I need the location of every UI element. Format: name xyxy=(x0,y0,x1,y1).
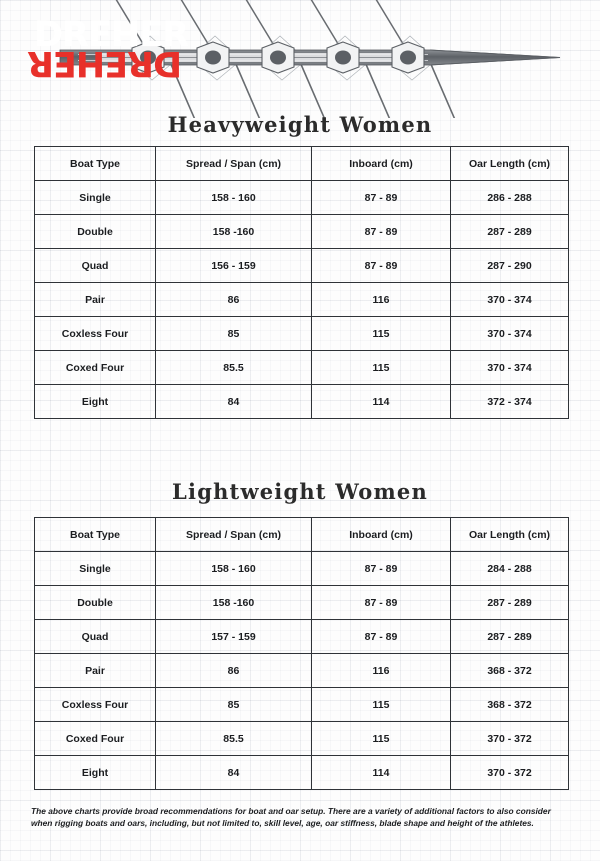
section-title-heavyweight-women: Heavyweight Women xyxy=(167,112,433,137)
cell-oar-length: 370 - 372 xyxy=(451,756,569,790)
table-row xyxy=(35,722,569,756)
cell-inboard: 115 xyxy=(312,351,451,385)
column-header-boat-type: Boat Type xyxy=(35,518,156,552)
cell-boat-type: Double xyxy=(35,586,156,620)
cell-spread: 85.5 xyxy=(156,722,312,756)
cell-oar-length: 286 - 288 xyxy=(451,181,569,215)
cell-spread: 157 - 159 xyxy=(156,620,312,654)
table-row xyxy=(35,620,569,654)
table-row xyxy=(35,688,569,722)
cell-inboard: 114 xyxy=(312,756,451,790)
cell-boat-type: Coxless Four xyxy=(35,688,156,722)
cell-spread: 85 xyxy=(156,317,312,351)
column-header-oar-length: Oar Length (cm) xyxy=(451,518,569,552)
cell-oar-length: 287 - 289 xyxy=(451,586,569,620)
table-row xyxy=(35,215,569,249)
cell-boat-type: Coxless Four xyxy=(35,317,156,351)
cell-oar-length: 287 - 289 xyxy=(451,620,569,654)
cell-boat-type: Single xyxy=(35,552,156,586)
cell-boat-type: Quad xyxy=(35,249,156,283)
cell-inboard: 114 xyxy=(312,385,451,419)
section-title-lightweight-women: Lightweight Women xyxy=(172,479,428,504)
cell-oar-length: 368 - 372 xyxy=(451,654,569,688)
cell-inboard: 116 xyxy=(312,654,451,688)
lightweight-women-table xyxy=(34,517,569,790)
cell-inboard: 115 xyxy=(312,317,451,351)
table-row xyxy=(35,317,569,351)
cell-oar-length: 370 - 374 xyxy=(451,317,569,351)
logo-text-white: DREHER xyxy=(34,15,189,55)
cell-inboard: 87 - 89 xyxy=(312,586,451,620)
table-row xyxy=(35,181,569,215)
heavyweight-women-table xyxy=(34,146,569,419)
table-row xyxy=(35,283,569,317)
cell-boat-type: Quad xyxy=(35,620,156,654)
cell-oar-length: 368 - 372 xyxy=(451,688,569,722)
cell-spread: 158 -160 xyxy=(156,586,312,620)
cell-inboard: 87 - 89 xyxy=(312,181,451,215)
cell-boat-type: Coxed Four xyxy=(35,351,156,385)
cell-oar-length: 287 - 290 xyxy=(451,249,569,283)
cell-boat-type: Eight xyxy=(35,756,156,790)
cell-inboard: 87 - 89 xyxy=(312,249,451,283)
cell-spread: 158 - 160 xyxy=(156,552,312,586)
column-header-oar-length: Oar Length (cm) xyxy=(451,147,569,181)
column-header-spread-span: Spread / Span (cm) xyxy=(156,147,312,181)
cell-boat-type: Coxed Four xyxy=(35,722,156,756)
cell-boat-type: Pair xyxy=(35,283,156,317)
cell-oar-length: 284 - 288 xyxy=(451,552,569,586)
table-header-row xyxy=(35,518,569,552)
table-row xyxy=(35,249,569,283)
footnote-text: The above charts provide broad recommendations for boat and oar setup. There are a variety of additional factors to also consider when rigging boats and oars, including, but not limited to, skill level, age, oar stiffness, blade shape and height of the athletes. xyxy=(31,806,551,828)
table-row xyxy=(35,756,569,790)
cell-boat-type: Double xyxy=(35,215,156,249)
cell-spread: 85 xyxy=(156,688,312,722)
column-header-inboard: Inboard (cm) xyxy=(312,147,451,181)
cell-spread: 84 xyxy=(156,385,312,419)
cell-spread: 158 -160 xyxy=(156,215,312,249)
logo-text-red-mirrored: DREHER xyxy=(28,43,183,83)
cell-inboard: 115 xyxy=(312,722,451,756)
cell-oar-length: 370 - 374 xyxy=(451,283,569,317)
header-banner xyxy=(0,0,600,118)
column-header-inboard: Inboard (cm) xyxy=(312,518,451,552)
table-row xyxy=(35,552,569,586)
cell-boat-type: Single xyxy=(35,181,156,215)
cell-boat-type: Pair xyxy=(35,654,156,688)
column-header-spread-span: Spread / Span (cm) xyxy=(156,518,312,552)
table-row xyxy=(35,586,569,620)
cell-oar-length: 370 - 374 xyxy=(451,351,569,385)
cell-inboard: 87 - 89 xyxy=(312,552,451,586)
cell-spread: 156 - 159 xyxy=(156,249,312,283)
table-header-row xyxy=(35,147,569,181)
cell-spread: 86 xyxy=(156,283,312,317)
cell-spread: 158 - 160 xyxy=(156,181,312,215)
cell-inboard: 115 xyxy=(312,688,451,722)
cell-inboard: 87 - 89 xyxy=(312,215,451,249)
cell-boat-type: Eight xyxy=(35,385,156,419)
cell-inboard: 87 - 89 xyxy=(312,620,451,654)
table-row xyxy=(35,385,569,419)
cell-spread: 86 xyxy=(156,654,312,688)
table-row xyxy=(35,351,569,385)
cell-oar-length: 287 - 289 xyxy=(451,215,569,249)
cell-spread: 85.5 xyxy=(156,351,312,385)
table-row xyxy=(35,654,569,688)
cell-inboard: 116 xyxy=(312,283,451,317)
dreher-logo xyxy=(28,15,233,83)
column-header-boat-type: Boat Type xyxy=(35,147,156,181)
cell-spread: 84 xyxy=(156,756,312,790)
cell-oar-length: 370 - 372 xyxy=(451,722,569,756)
cell-oar-length: 372 - 374 xyxy=(451,385,569,419)
